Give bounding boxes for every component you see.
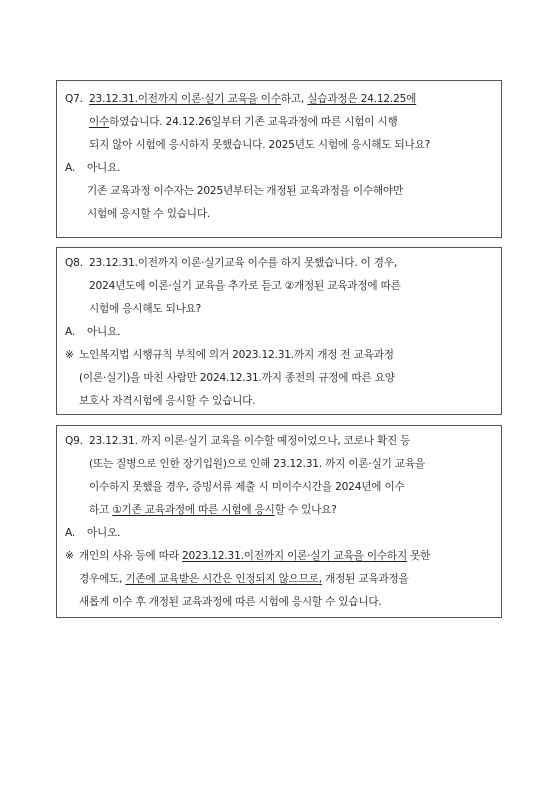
- underlined-text: 기존에 교육받은 시간은 인정되지 않으므로,: [125, 573, 322, 585]
- answer-body: 시험에 응시할 수 있습니다.: [87, 208, 211, 220]
- answer-text: 아니요.: [87, 326, 121, 338]
- question-line: 시험에 응시해도 되나요?: [89, 303, 202, 315]
- note-line: (이론·실기)을 마친 사람만 2024.12.31.까지 종전의 규정에 따른 요양: [79, 372, 395, 384]
- note-line: [65, 545, 430, 569]
- answer-text: 아니요.: [87, 162, 121, 174]
- note-mark: ※: [65, 550, 74, 562]
- question-line: [65, 88, 416, 112]
- note-text: 개정된 교육과정을: [321, 573, 409, 585]
- question-label: Q7.: [65, 93, 83, 105]
- question-text: 하였습니다. 24.12.26일부터 기존 교육과정에 따른 시험이 시행: [109, 116, 398, 128]
- answer-body: 기존 교육과정 이수자는 2025년부터는 개정된 교육과정을 이수해야만: [87, 185, 404, 197]
- note-text: 경우에도,: [79, 573, 126, 585]
- note-text: 못한: [406, 550, 431, 562]
- question-line: 이수하지 못했을 경우, 증빙서류 제출 시 미이수시간을 2024년에 이수: [89, 481, 405, 493]
- question-text: 하고,: [280, 93, 308, 105]
- note-line: [65, 344, 394, 368]
- answer-label: A.: [65, 326, 76, 338]
- answer-label: A.: [65, 162, 76, 174]
- underlined-text: ①기존 교육과정에 따른 시험에 응시: [112, 504, 275, 516]
- answer-line: [65, 321, 120, 345]
- answer-text: 아니오.: [87, 527, 121, 539]
- question-text: 23.12.31.이전까지 이론·실기교육 이수를 하지 못했습니다. 이 경우,: [89, 257, 398, 269]
- question-line: [89, 111, 398, 135]
- underlined-text: 2023.12.31.이전까지 이론·실기 교육을 이수하지: [181, 550, 407, 562]
- question-line: [89, 499, 337, 523]
- qa-box-q7: [56, 80, 502, 238]
- note-line: 새롭게 이수 후 개정된 교육과정에 따른 시험에 응시할 수 있습니다.: [79, 596, 382, 608]
- answer-line: [65, 522, 120, 546]
- note-text: 개인의 사유 등에 따라: [79, 550, 182, 562]
- qa-box-q9: [56, 425, 502, 618]
- note-line: [79, 568, 409, 592]
- note-text: 노인복지법 시행규칙 부칙에 의거 2023.12.31.까지 개정 전 교육과정: [79, 349, 394, 361]
- question-label: Q9.: [65, 435, 83, 447]
- underlined-text: 이수: [89, 116, 110, 128]
- note-mark: ※: [65, 349, 74, 361]
- question-line: [65, 430, 410, 454]
- qa-box-q8: [56, 247, 502, 415]
- question-text: 하고: [89, 504, 113, 516]
- answer-label: A.: [65, 527, 76, 539]
- question-label: Q8.: [65, 257, 83, 269]
- question-text: 23.12.31. 까지 이론·실기 교육을 이수할 예정이었으나, 코로나 확진 등: [89, 435, 411, 447]
- question-line: (또는 질병으로 인한 장기입원)으로 인해 23.12.31. 까지 이론·실기 교육을: [89, 458, 425, 470]
- note-line: 보호사 자격시험에 응시할 수 있습니다.: [79, 395, 256, 407]
- underlined-text: 실습과정은 24.12.25에: [307, 93, 417, 105]
- underlined-text: 23.12.31.이전까지 이론·실기 교육을 이수: [89, 93, 281, 105]
- question-line: 2024년도에 이론·실기 교육을 추가로 듣고 ②개정된 교육과정에 따른: [89, 280, 401, 292]
- question-line: 되지 않아 시험에 응시하지 못했습니다. 2025년도 시험에 응시해도 되나요?: [89, 139, 431, 151]
- answer-line: [65, 157, 120, 181]
- question-text: 할 수 있나요?: [274, 504, 337, 516]
- question-line: [65, 252, 397, 276]
